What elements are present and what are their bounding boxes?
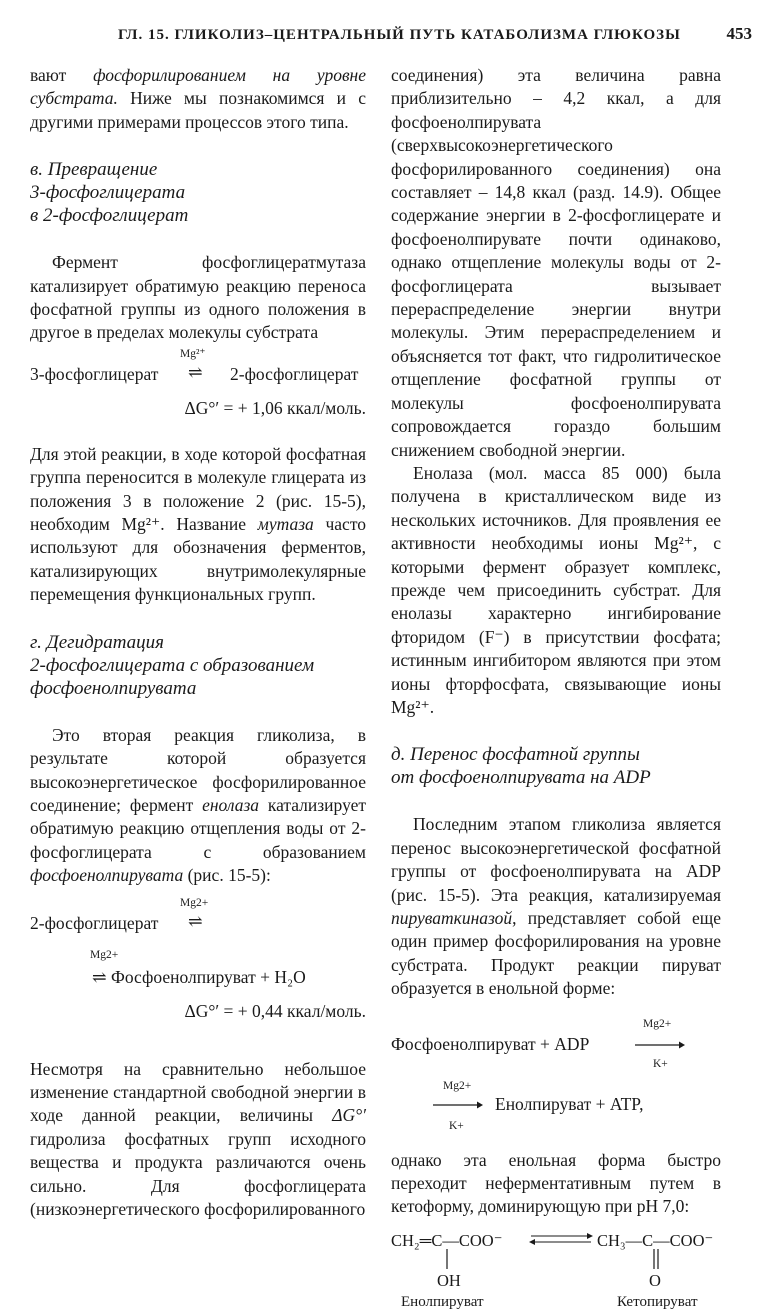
section-d-heading: д. Перенос фосфатной группы от фосфоенолпирувата на ADP [391, 744, 651, 789]
reaction-substrate: 3-фосфоглицерат [30, 363, 159, 384]
paragraph-energy: Несмотря на сравнительно небольшое изменение стандартной свободной энергии в ходе данной реакции, величины ΔG°′ гидролиза фосфатных групп исходного вещества и продукта различаются очень сильно. Для фосфоглицерата (низкоэнергетического фосфорилированного [30, 1058, 366, 1219]
paragraph-substrate-phosphorylation: вают фосфорилированием на уровне субстрата. Ниже мы познакомимся и с другими примерами процессов этого типа. [30, 65, 366, 132]
enol-label: Енолпируват [401, 1293, 484, 1310]
paragraph-enolase: Это вторая реакция гликолиза, в результате которой образуется высокоэнергетическое фосфорилированное соединение; фермент енолаза катализирует обратимую реакцию отщепления воды от 2-фосфоглицерата с образованием фосфоенолпирувата (рис. 15-5): [30, 724, 366, 886]
enol-formula: CH₂═C—COO⁻ [391, 1230, 503, 1250]
reaction-substrate: 2-фосфоглицерат [30, 912, 159, 933]
bond-line [443, 1249, 451, 1269]
equilibrium-arrow-icon [529, 1232, 593, 1246]
reaction-mutase [30, 345, 366, 423]
paragraph-enolase-properties: Енолаза (мол. масса 85 000) была получена в кристаллическом виде из нескольких источников. Для проявления ее активности необходимы ионы Mg²⁺, с которыми фермент образует комплекс, прежде чем присоединить субстрат. Для енолазы характерно ингибирование фторидом (F⁻) в присутствии фосфата; истинным ингибитором являются при этом ионы фторфосфата, связывающие ионы Mg²⁺. [391, 462, 721, 717]
paragraph-energy-continued: соединения) эта величина равна приблизительно – 4,2 ккал, а для фосфоенолпирувата (сверхвысокоэнергетического фосфорилированного соединения) она составляет – 14,8 ккал (разд. 14.9). Общее содержание энергии в 2-фосфоглицерате и фосфоенолпирувате почти одинаково, однако отщепление молекулы воды от 2-фосфоглицерата вызывает перераспределение энергии внутри молекулы. Этим перераспределением и объясняется тот факт, что гидролитическое отщепление фосфатной группы от молекулы фосфоенолпирувата сопровождается гораздо большим снижением свободной энергии. [391, 65, 721, 460]
reaction-cofactor: Mg²⁺ [180, 347, 206, 360]
reaction-arrow-icon [431, 1099, 483, 1111]
right-column [391, 64, 721, 1310]
page-header [30, 24, 752, 44]
reaction-cofactor: Mg2+ [180, 896, 209, 909]
paragraph-keto-form: однако эта енольная форма быстро переходит неферментативным путем в кетоформу, доминирующую при pH 7,0: [391, 1149, 721, 1217]
equilibrium-arrow-icon: ⇌ [188, 910, 203, 931]
paragraph-mutase: Фермент фосфоглицератмутаза катализирует обратимую реакцию переноса фосфатной группы из одного положения в другое в пределах молекулы субстрата [30, 252, 366, 343]
reaction-enolase [30, 888, 366, 1038]
keto-oxygen: O [649, 1270, 661, 1290]
reaction-cofactor: K+ [653, 1057, 668, 1070]
reaction-arrow-icon [633, 1039, 685, 1051]
reaction-substrate: Фосфоенолпируват + ADP [391, 1033, 590, 1054]
keto-label: Кетопируват [617, 1293, 698, 1310]
paragraph-mutase-explanation: Для этой реакции, в ходе которой фосфатная группа переносится в молекуле глицерата из положения 3 в положение 2 (рис. 15-5), необходим Mg²⁺. Название мутаза часто используют для обозначения ферментов, катализирующих внутримолекулярные перемещения функциональных групп. [30, 443, 366, 605]
keto-formula: CH₃—C—COO⁻ [597, 1230, 714, 1250]
chapter-title: ГЛ. 15. ГЛИКОЛИЗ–ЦЕНТРАЛЬНЫЙ ПУТЬ КАТАБОЛИЗМА ГЛЮКОЗЫ [118, 27, 681, 43]
reaction-product: ⇌ Фосфоенолпируват + H₂O [92, 966, 306, 987]
section-g-heading: г. Дегидратация 2-фосфоглицерата с образованием фосфоенолпирувата [30, 631, 315, 699]
delta-g-value: ΔG°′ = + 0,44 ккал/моль. [184, 1000, 366, 1021]
equilibrium-arrow-icon: ⇌ [188, 361, 203, 382]
double-bond-line [651, 1249, 661, 1269]
enol-keto-tautomerism [391, 1219, 721, 1310]
reaction-pyruvate-kinase [391, 1001, 721, 1137]
delta-g-value: ΔG°′ = + 1,06 ккал/моль. [184, 397, 366, 418]
left-column [30, 64, 366, 1221]
page-number: 453 [726, 24, 752, 43]
reaction-product: 2-фосфоглицерат [230, 363, 359, 384]
reaction-cofactor: Mg2+ [443, 1079, 472, 1092]
reaction-cofactor: Mg2+ [90, 948, 119, 961]
reaction-cofactor: K+ [449, 1119, 464, 1132]
reaction-product: Енолпируват + ATP, [495, 1093, 644, 1114]
paragraph-pyruvate-kinase: Последним этапом гликолиза является перенос высокоэнергетической фосфатной группы от фосфоенолпирувата на ADP (рис. 15-5). Эта реакция, катализируемая пируваткиназой, представляет собой еще один пример фосфорилирования на уровне субстрата. Продукт реакции пируват образуется в енольной форме: [391, 814, 721, 999]
section-v-heading: в. Превращение 3-фосфоглицерата в 2-фосфоглицерат [30, 159, 189, 227]
reaction-cofactor: Mg2+ [643, 1017, 672, 1030]
enol-hydroxyl: OH [437, 1270, 461, 1290]
